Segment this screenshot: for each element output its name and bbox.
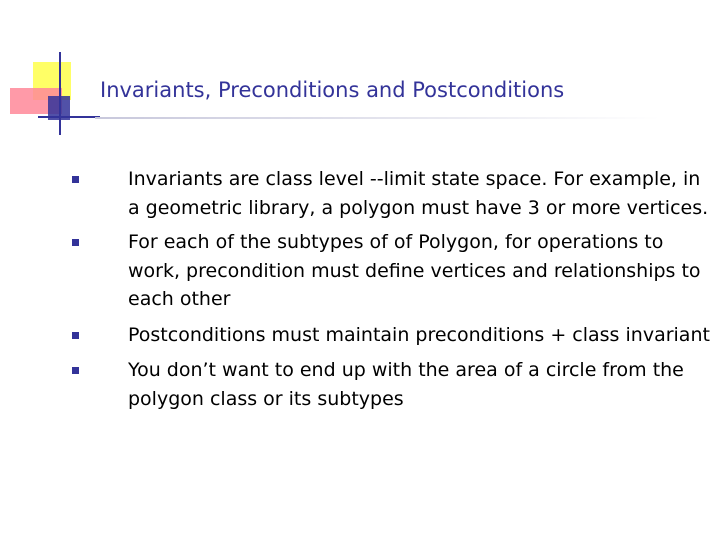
bullet-list (72, 165, 712, 419)
corner-decoration (0, 0, 120, 150)
square-bullet-icon (72, 176, 79, 183)
bullet-text: For each of the subtypes of of Polygon, for operations to work, precondition must define vertices and relationships to each other (128, 231, 701, 310)
bullet-text: Postconditions must maintain preconditions + class invariant (128, 323, 710, 346)
bullet-text: Invariants are class level --limit state space. For example, in a geometric library, a polygon must have 3 or more vertices. (128, 168, 709, 219)
bullet-item-invariants (72, 165, 712, 222)
slide-title: Invariants, Preconditions and Postconditions (100, 78, 565, 102)
bullet-text: You don’t want to end up with the area of a circle from the polygon class or its subtypes (128, 359, 684, 410)
bullet-item-postconditions (72, 321, 712, 350)
square-bullet-icon (72, 239, 79, 246)
square-bullet-icon (72, 332, 79, 339)
bullet-item-preconditions (72, 228, 712, 314)
bullet-item-circle-area (72, 356, 712, 413)
square-bullet-icon (72, 367, 79, 374)
title-underline (95, 117, 660, 119)
